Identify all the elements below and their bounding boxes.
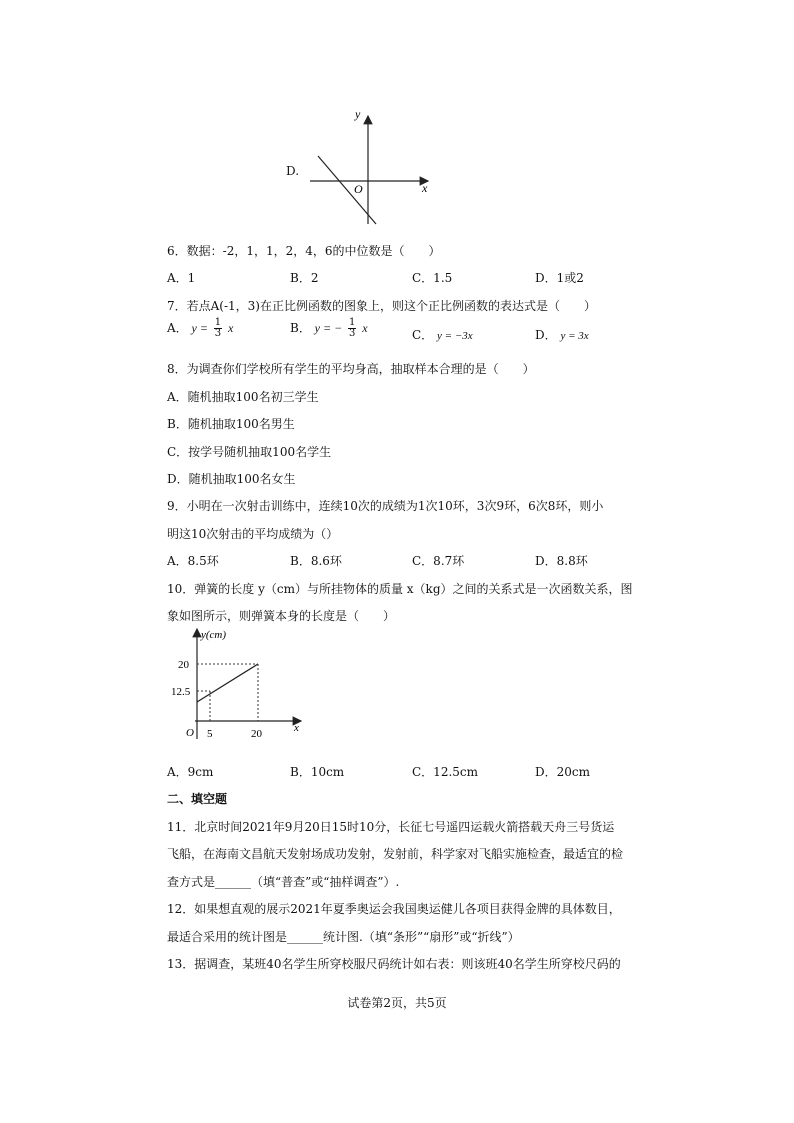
q7-option-c xyxy=(412,326,473,343)
question-7: 7．若点A(-1，3)在正比例函数的图象上，则这个正比例函数的表达式是（ ） xyxy=(167,299,596,313)
question-9-line-1: 9．小明在一次射击训练中，连续10次的成绩为1次10环，3次9环，6次8环，则小 xyxy=(167,499,604,513)
spring-length-graph xyxy=(165,625,310,747)
origin-label: O xyxy=(354,182,363,196)
q7-a-fraction: $\frac{1}{3}$ xyxy=(214,317,222,339)
q6-option-b: B．2 xyxy=(290,271,319,285)
q7-a-prefix: A． xyxy=(167,321,188,335)
q10-option-c: C．12.5cm xyxy=(412,765,479,779)
question-9-line-2: 明这10次射击的平均成绩为（） xyxy=(167,527,339,541)
x-axis-label: x xyxy=(294,722,299,734)
q7-c-prefix: C． xyxy=(412,328,434,342)
q7-c-expr: y = −3x xyxy=(437,330,473,342)
y-tick-20: 20 xyxy=(178,659,189,671)
x-tick-5: 5 xyxy=(207,728,213,740)
function-line xyxy=(318,156,376,224)
y-axis-label: y(cm) xyxy=(201,629,227,641)
question-11-line-2: 飞船，在海南文昌航天发射场成功发射，发射前，科学家对飞船实施检查，最适宜的检 xyxy=(167,847,624,861)
q10-option-d: D．20cm xyxy=(535,765,590,779)
x-tick-20: 20 xyxy=(251,728,262,740)
q8-option-d: D．随机抽取100名女生 xyxy=(167,472,296,486)
question-6: 6．数据：-2，1，1，2，4，6的中位数是（ ） xyxy=(167,244,441,258)
question-10-line-1: 10．弹簧的长度 y（cm）与所挂物体的质量 x（kg）之间的关系式是一次函数关系，图 xyxy=(167,582,633,596)
question-8: 8．为调查你们学校所有学生的平均身高，抽取样本合理的是（ ） xyxy=(167,362,535,376)
q9-option-a: A．8.5环 xyxy=(167,554,219,568)
y-axis-label: y xyxy=(355,107,361,121)
q7-a-lhs: y = xyxy=(191,321,208,335)
q9-option-b: B．8.6环 xyxy=(290,554,342,568)
q8-option-b: B．随机抽取100名男生 xyxy=(167,417,295,431)
x-axis-label: x xyxy=(422,181,428,195)
page-footer: 试卷第2页，共5页 xyxy=(347,996,447,1010)
q7-b-prefix: B． xyxy=(290,321,311,335)
q8-option-c: C．按学号随机抽取100名学生 xyxy=(167,445,332,459)
q7-d-expr: y = 3x xyxy=(560,330,589,342)
q7-b-fraction: $\frac{1}{3}$ xyxy=(349,317,356,339)
line-graph-d xyxy=(300,106,440,230)
question-11-line-3: 查方式是______（填“普查”或“抽样调查”）. xyxy=(167,875,400,889)
q7-b-var: x xyxy=(362,321,368,335)
q10-option-b: B．10cm xyxy=(290,765,345,779)
q9-option-c: C．8.7环 xyxy=(412,554,465,568)
section-title-fill-in: 二、填空题 xyxy=(167,792,228,806)
question-13-line-1: 13．据调查，某班40名学生所穿校服尺码统计如右表：则该班40名学生所穿校尺码的 xyxy=(167,957,621,971)
q10-option-a: A．9cm xyxy=(167,765,214,779)
q8-option-a: A．随机抽取100名初三学生 xyxy=(167,390,319,404)
q7-option-a xyxy=(167,318,233,339)
q6-option-c: C．1.5 xyxy=(412,271,453,285)
question-12-line-2: 最适合采用的统计图是______统计图.（填“条形”“扇形”或“折线”） xyxy=(167,930,520,944)
q9-option-d: D．8.8环 xyxy=(535,554,588,568)
question-10-line-2: 象如图所示，则弹簧本身的长度是（ ） xyxy=(167,609,396,623)
question-12-line-1: 12．如果想直观的展示2021年夏季奥运会我国奥运健儿各项目获得金牌的具体数目， xyxy=(167,902,621,916)
question-11-line-1: 11．北京时间2021年9月20日15时10分，长征七号遥四运载火箭搭载天舟三号货运 xyxy=(167,820,615,834)
origin-label: O xyxy=(186,727,194,739)
q7-a-var: x xyxy=(227,321,234,335)
q7-option-b xyxy=(290,318,368,339)
q6-option-d: D．1或2 xyxy=(535,271,584,285)
y-tick-12-5: 12.5 xyxy=(171,686,191,698)
graph-line xyxy=(197,664,258,702)
option-d-label: D. xyxy=(286,164,300,178)
q7-b-lhs: y = − xyxy=(314,321,343,335)
q7-d-prefix: D． xyxy=(535,328,557,342)
q7-option-d xyxy=(535,326,589,343)
q6-option-a: A．1 xyxy=(167,271,196,285)
